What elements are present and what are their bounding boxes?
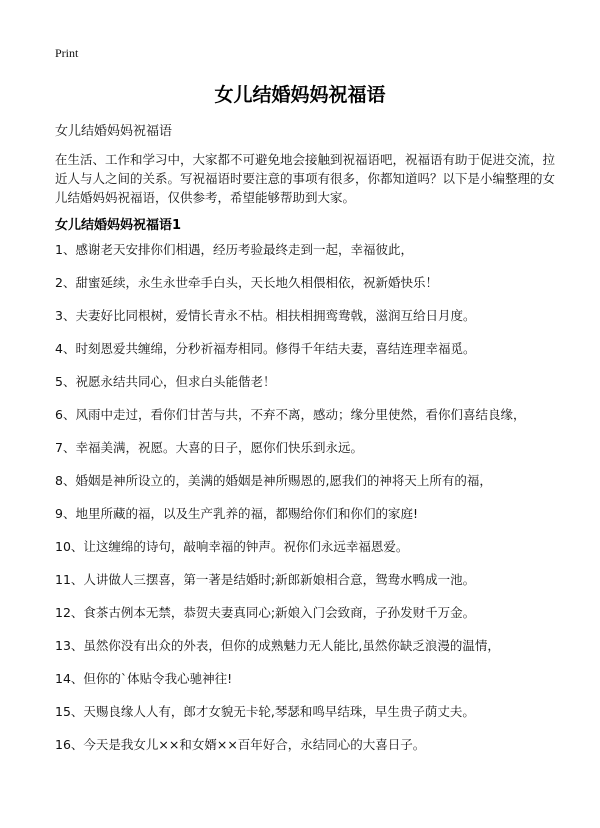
intro-paragraph: 在生活、工作和学习中，大家都不可避免地会接触到祝福语吧，祝福语有助于促进交流，拉近人与人之间的关系。写祝福语时要注意的事项有很多，你都知道吗？以下是小编整理的女儿结婚妈妈祝福语，仅供参考，希望能够帮助到大家。 — [55, 152, 556, 205]
list-item: 3、夫妻好比同根树，爱情长青永不枯。相扶相拥鸾鸯戟，滋润互给日月度。 — [55, 308, 476, 323]
list-item: 8、婚姻是神所设立的，美满的婚姻是神所赐恩的,愿我们的神将天上所有的福， — [55, 473, 492, 488]
page-title: 女儿结婚妈妈祝福语 — [214, 84, 386, 106]
list-item: 4、时刻恩爱共缠绵，分秒祈福寿相同。修得千年结夫妻，喜结连理幸福觅。 — [55, 341, 476, 356]
list-item: 14、但你的`体贴令我心驰神往! — [55, 671, 233, 686]
list-item: 9、地里所藏的福，以及生产乳养的福，都赐给你们和你们的家庭! — [55, 506, 418, 521]
list-item: 1、感谢老天安排你们相遇，经历考验最终走到一起，幸福彼此， — [55, 242, 413, 257]
blessing-list — [55, 240, 555, 768]
list-item: 2、甜蜜延续，永生永世牵手白头，天长地久相偎相依，祝新婚快乐！ — [55, 275, 438, 290]
list-item: 11、人讲做人三摆喜，第一著是结婚时;新郎新娘相合意，鸳鸯水鸭成一池。 — [55, 572, 476, 587]
list-item: 7、幸福美满，祝愿。大喜的日子，愿你们快乐到永远。 — [55, 440, 363, 455]
list-item: 12、食茶古例本无禁，恭贺夫妻真同心;新娘入门会致商，子孙发财千万金。 — [55, 605, 476, 620]
list-item: 16、今天是我女儿××和女婿××百年好合，永结同心的大喜日子。 — [55, 737, 426, 752]
list-item: 5、祝愿永结共同心，但求白头能偕老！ — [55, 374, 276, 389]
list-item: 13、虽然你没有出众的外表，但你的成熟魅力无人能比,虽然你缺乏浪漫的温情， — [55, 638, 500, 653]
document-subtitle: 女儿结婚妈妈祝福语 — [55, 124, 173, 139]
list-item: 15、天赐良缘人人有，郎才女貌无卡轮,琴瑟和鸣早结珠，早生贵子荫丈夫。 — [55, 704, 475, 719]
section-heading: 女儿结婚妈妈祝福语1 — [55, 218, 182, 233]
print-link[interactable]: Print — [55, 46, 79, 60]
list-item: 10、让这缠绵的诗句，敲响幸福的钟声。祝你们永远幸福恩爱。 — [55, 539, 409, 554]
list-item: 6、风雨中走过，看你们甘苦与共，不弃不离，感动；缘分里使然，看你们喜结良缘， — [55, 407, 526, 422]
